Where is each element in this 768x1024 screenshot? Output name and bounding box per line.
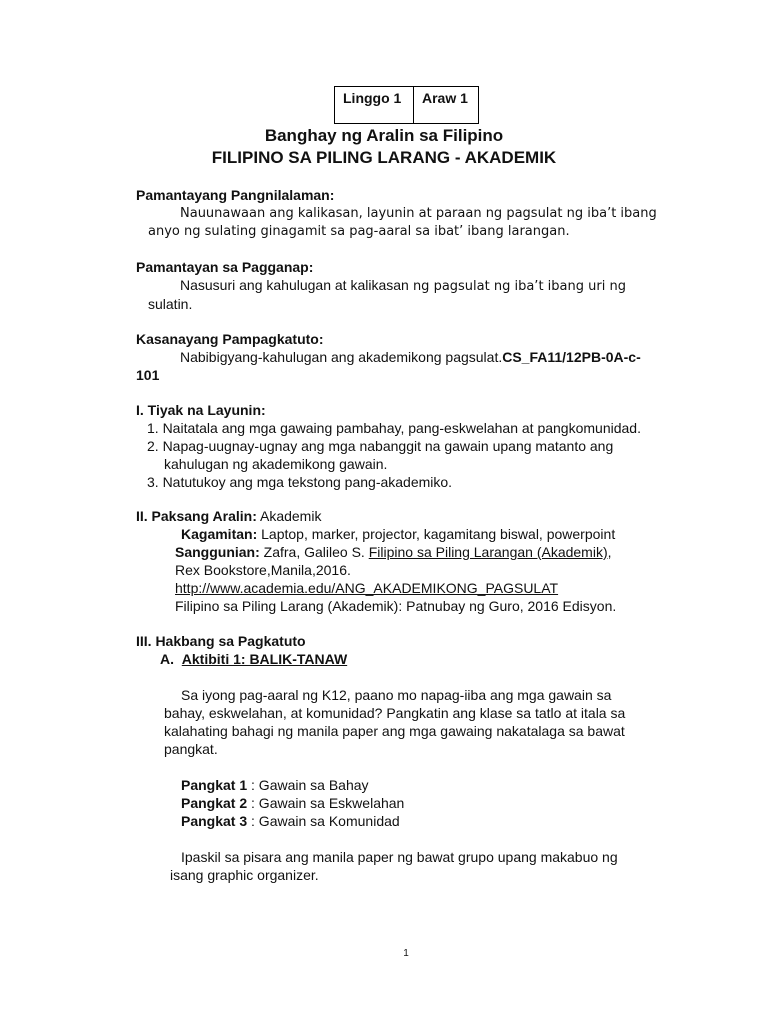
week-day-box	[334, 86, 479, 124]
document-subtitle: FILIPINO SA PILING LARANG - AKADEMIK	[211, 148, 557, 167]
activity-paragraph-line4: pangkat.	[164, 741, 218, 757]
group-value: : Gawain sa Eskwelahan	[247, 795, 405, 811]
competency-text: Nabibigyang-kahulugan ang akademikong pagsulat.	[180, 349, 503, 365]
activity-line	[160, 650, 347, 668]
performance-standard-line1-a: Nasusuri ang kahulugan at kalikasan	[180, 277, 409, 293]
closing-paragraph-line1: Ipaskil sa pisara ang manila paper ng bawat grupo upang makabuo ng	[181, 849, 618, 865]
materials-label: Kagamitan:	[181, 526, 258, 542]
performance-standard-heading: Pamantayan sa Pagganap:	[136, 259, 314, 275]
references-url-link[interactable]: http://www.academia.edu/ANG_AKADEMIKONG_PAGSULAT	[175, 580, 559, 596]
content-standard-heading: Pamantayang Pangnilalaman:	[136, 187, 335, 203]
week-cell: Linggo 1	[335, 87, 414, 124]
references-book-title: Filipino sa Piling Larangan (Akademik),	[368, 544, 612, 560]
group-item	[181, 812, 400, 830]
procedure-heading: III. Hakbang sa Pagkatuto	[136, 633, 306, 649]
group-label: Pangkat 1	[181, 777, 248, 793]
objective-item-1: 1. Naitatala ang mga gawaing pambahay, pang-eskwelahan at pangkomunidad.	[147, 420, 641, 436]
day-cell: Araw 1	[414, 87, 479, 124]
closing-paragraph-line2: isang graphic organizer.	[170, 867, 319, 883]
group-label: Pangkat 2	[181, 795, 248, 811]
subject-value: Akademik	[256, 508, 322, 524]
materials-value: Laptop, marker, projector, kagamitang biswal, powerpoint	[257, 526, 616, 542]
activity-paragraph-line2: bahay, eskwelahan, at komunidad? Pangkatin ang klase sa tatlo at itala sa	[164, 705, 626, 721]
objective-item-2a: 2. Napag-uugnay-ugnay ang mga nabanggit na gawain upang matanto ang	[147, 438, 614, 454]
activity-paragraph-line3: kalahating bahagi ng manila paper ang mga gawaing nakatalaga sa bawat	[164, 723, 625, 739]
objective-item-3: 3. Natutukoy ang mga tekstong pang-akademiko.	[147, 474, 453, 490]
document-title: Banghay ng Aralin sa Filipino	[264, 126, 504, 145]
references-publisher: Rex Bookstore,Manila,2016.	[175, 562, 351, 578]
activity-title: Aktibiti 1: BALIK-TANAW	[181, 651, 348, 667]
subject-line	[136, 507, 321, 525]
subject-heading: II. Paksang Aralin:	[136, 508, 257, 524]
references-author: Zafra, Galileo S.	[259, 544, 369, 560]
group-item	[181, 794, 404, 812]
performance-standard-line2: sulatin.	[148, 296, 193, 312]
group-label: Pangkat 3	[181, 813, 248, 829]
content-standard-line1: Nauunawaan ang kalikasan, layunin at paraan ng pagsulat ng iba’t ibang	[180, 206, 657, 221]
performance-standard-line1	[180, 276, 626, 296]
group-value: : Gawain sa Bahay	[247, 777, 369, 793]
content-standard-line2: anyo ng sulating ginagamit sa pag-aaral sa ibat’ ibang larangan.	[148, 224, 570, 239]
group-item	[181, 776, 369, 794]
performance-standard-line1-b: ng pagsulat ng iba’t ibang uri ng	[408, 279, 626, 294]
competency-code: CS_FA11/12PB-0A-c-	[502, 349, 641, 365]
competency-heading: Kasanayang Pampagkatuto:	[136, 331, 324, 347]
competency-code-cont: 101	[136, 367, 160, 383]
objectives-heading: I. Tiyak na Layunin:	[136, 402, 266, 418]
references-line	[175, 543, 612, 561]
references-teacher-guide: Filipino sa Piling Larang (Akademik): Patnubay ng Guro, 2016 Edisyon.	[175, 598, 617, 614]
page-number: 1	[403, 948, 409, 959]
competency-line1	[180, 348, 641, 366]
references-label: Sanggunian:	[175, 544, 260, 560]
activity-paragraph-line1: Sa iyong pag-aaral ng K12, paano mo napag-iiba ang mga gawain sa	[181, 687, 612, 703]
objective-item-2b: kahulugan ng akademikong gawain.	[164, 456, 388, 472]
activity-letter: A.	[160, 651, 174, 667]
group-value: : Gawain sa Komunidad	[247, 813, 400, 829]
materials-line	[181, 525, 615, 543]
